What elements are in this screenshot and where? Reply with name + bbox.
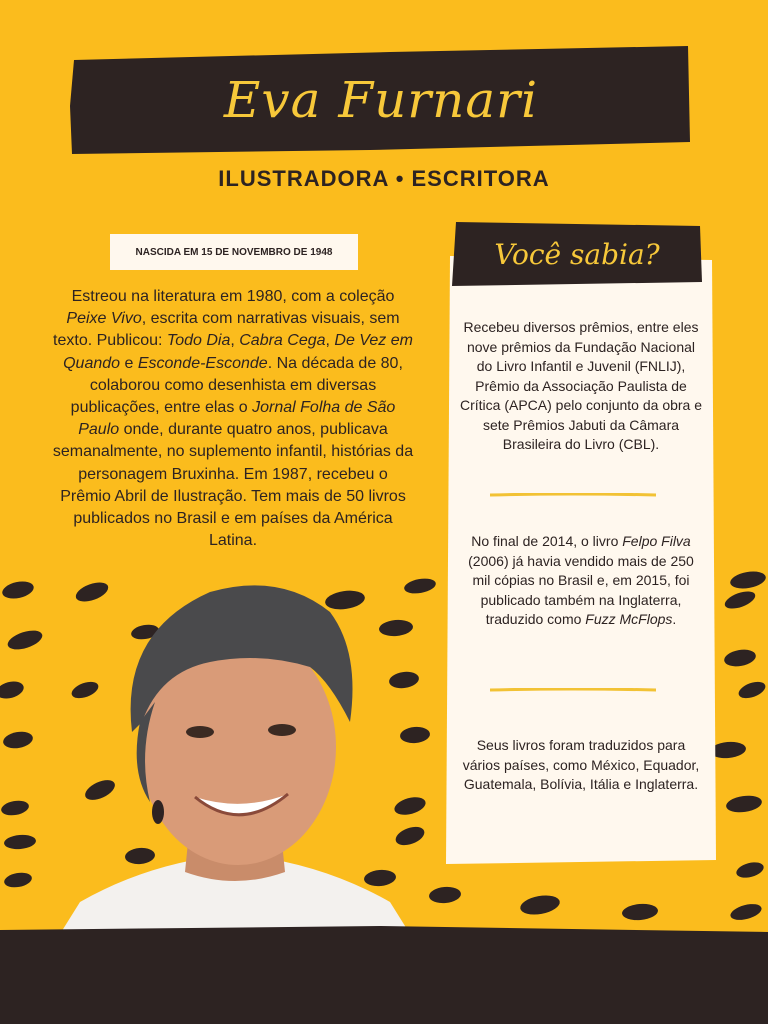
author-roles: ILUSTRADORA • ESCRITORA [218,166,550,191]
facts-title: Você sabia? [494,237,660,271]
divider-line [490,493,656,497]
fact-translations: Seus livros foram traduzidos para vários países, como México, Equador, Guatemala, Bolívia, Itália e Inglaterra. [462,737,700,792]
fact-awards: Recebeu diversos prêmios, entre eles nove prêmios da Fundação Nacional do Livro Infantil e Juvenil (FNLIJ), Prêmio da Associação Paulista de Crítica (APCA) pelo conjunto da obra e sete Prêmios Jabuti da Câmara Brasileira do Livro (CBL). [460,319,703,452]
author-portrait [60,572,410,934]
newspaper-title: Jornal Folha de São Paulo [78,399,396,439]
book-title: De Vez em Quando [63,332,413,372]
book-title: Cabra Cega [239,332,326,350]
birth-date-tag: NASCIDA EM 15 DE NOVEMBRO DE 1948 [110,234,358,270]
book-title: Esconde-Esconde [137,354,268,372]
fact-sales: No final de 2014, o livro Felpo Filva (2006) já havia vendido mais de 250 mil cópias no Brasil e, em 2015, foi publicado também na Inglaterra, traduzido como Fuzz McFlops. [468,533,694,627]
biography-text: Estreou na literatura em 1980, com a coleção Peixe Vivo, escrita com narrativas visuais, sem texto. Publicou: Todo Dia, Cabra Cega, De Vez em Quando e Esconde-Esconde. Na década de 80, colaborou como desenhista em diversas publicações, entre elas o Jornal Folha de São Paulo onde, durante quatro anos, publicava semanalmente, no suplemento infantil, histórias da personagem Bruxinha. Em 1987, recebeu o Prêmio Abril de Ilustração. Tem mais de 50 livros publicados no Brasil e em países da América Latina. [52,288,414,550]
book-title: Todo Dia [166,332,231,350]
series-title: Peixe Vivo [66,310,142,328]
author-name: Eva Furnari [223,71,539,129]
divider-line [490,688,656,692]
footer-band [0,926,768,1024]
book-title: Felpo Filva [622,533,691,549]
book-title-translation: Fuzz McFlops [585,611,673,627]
